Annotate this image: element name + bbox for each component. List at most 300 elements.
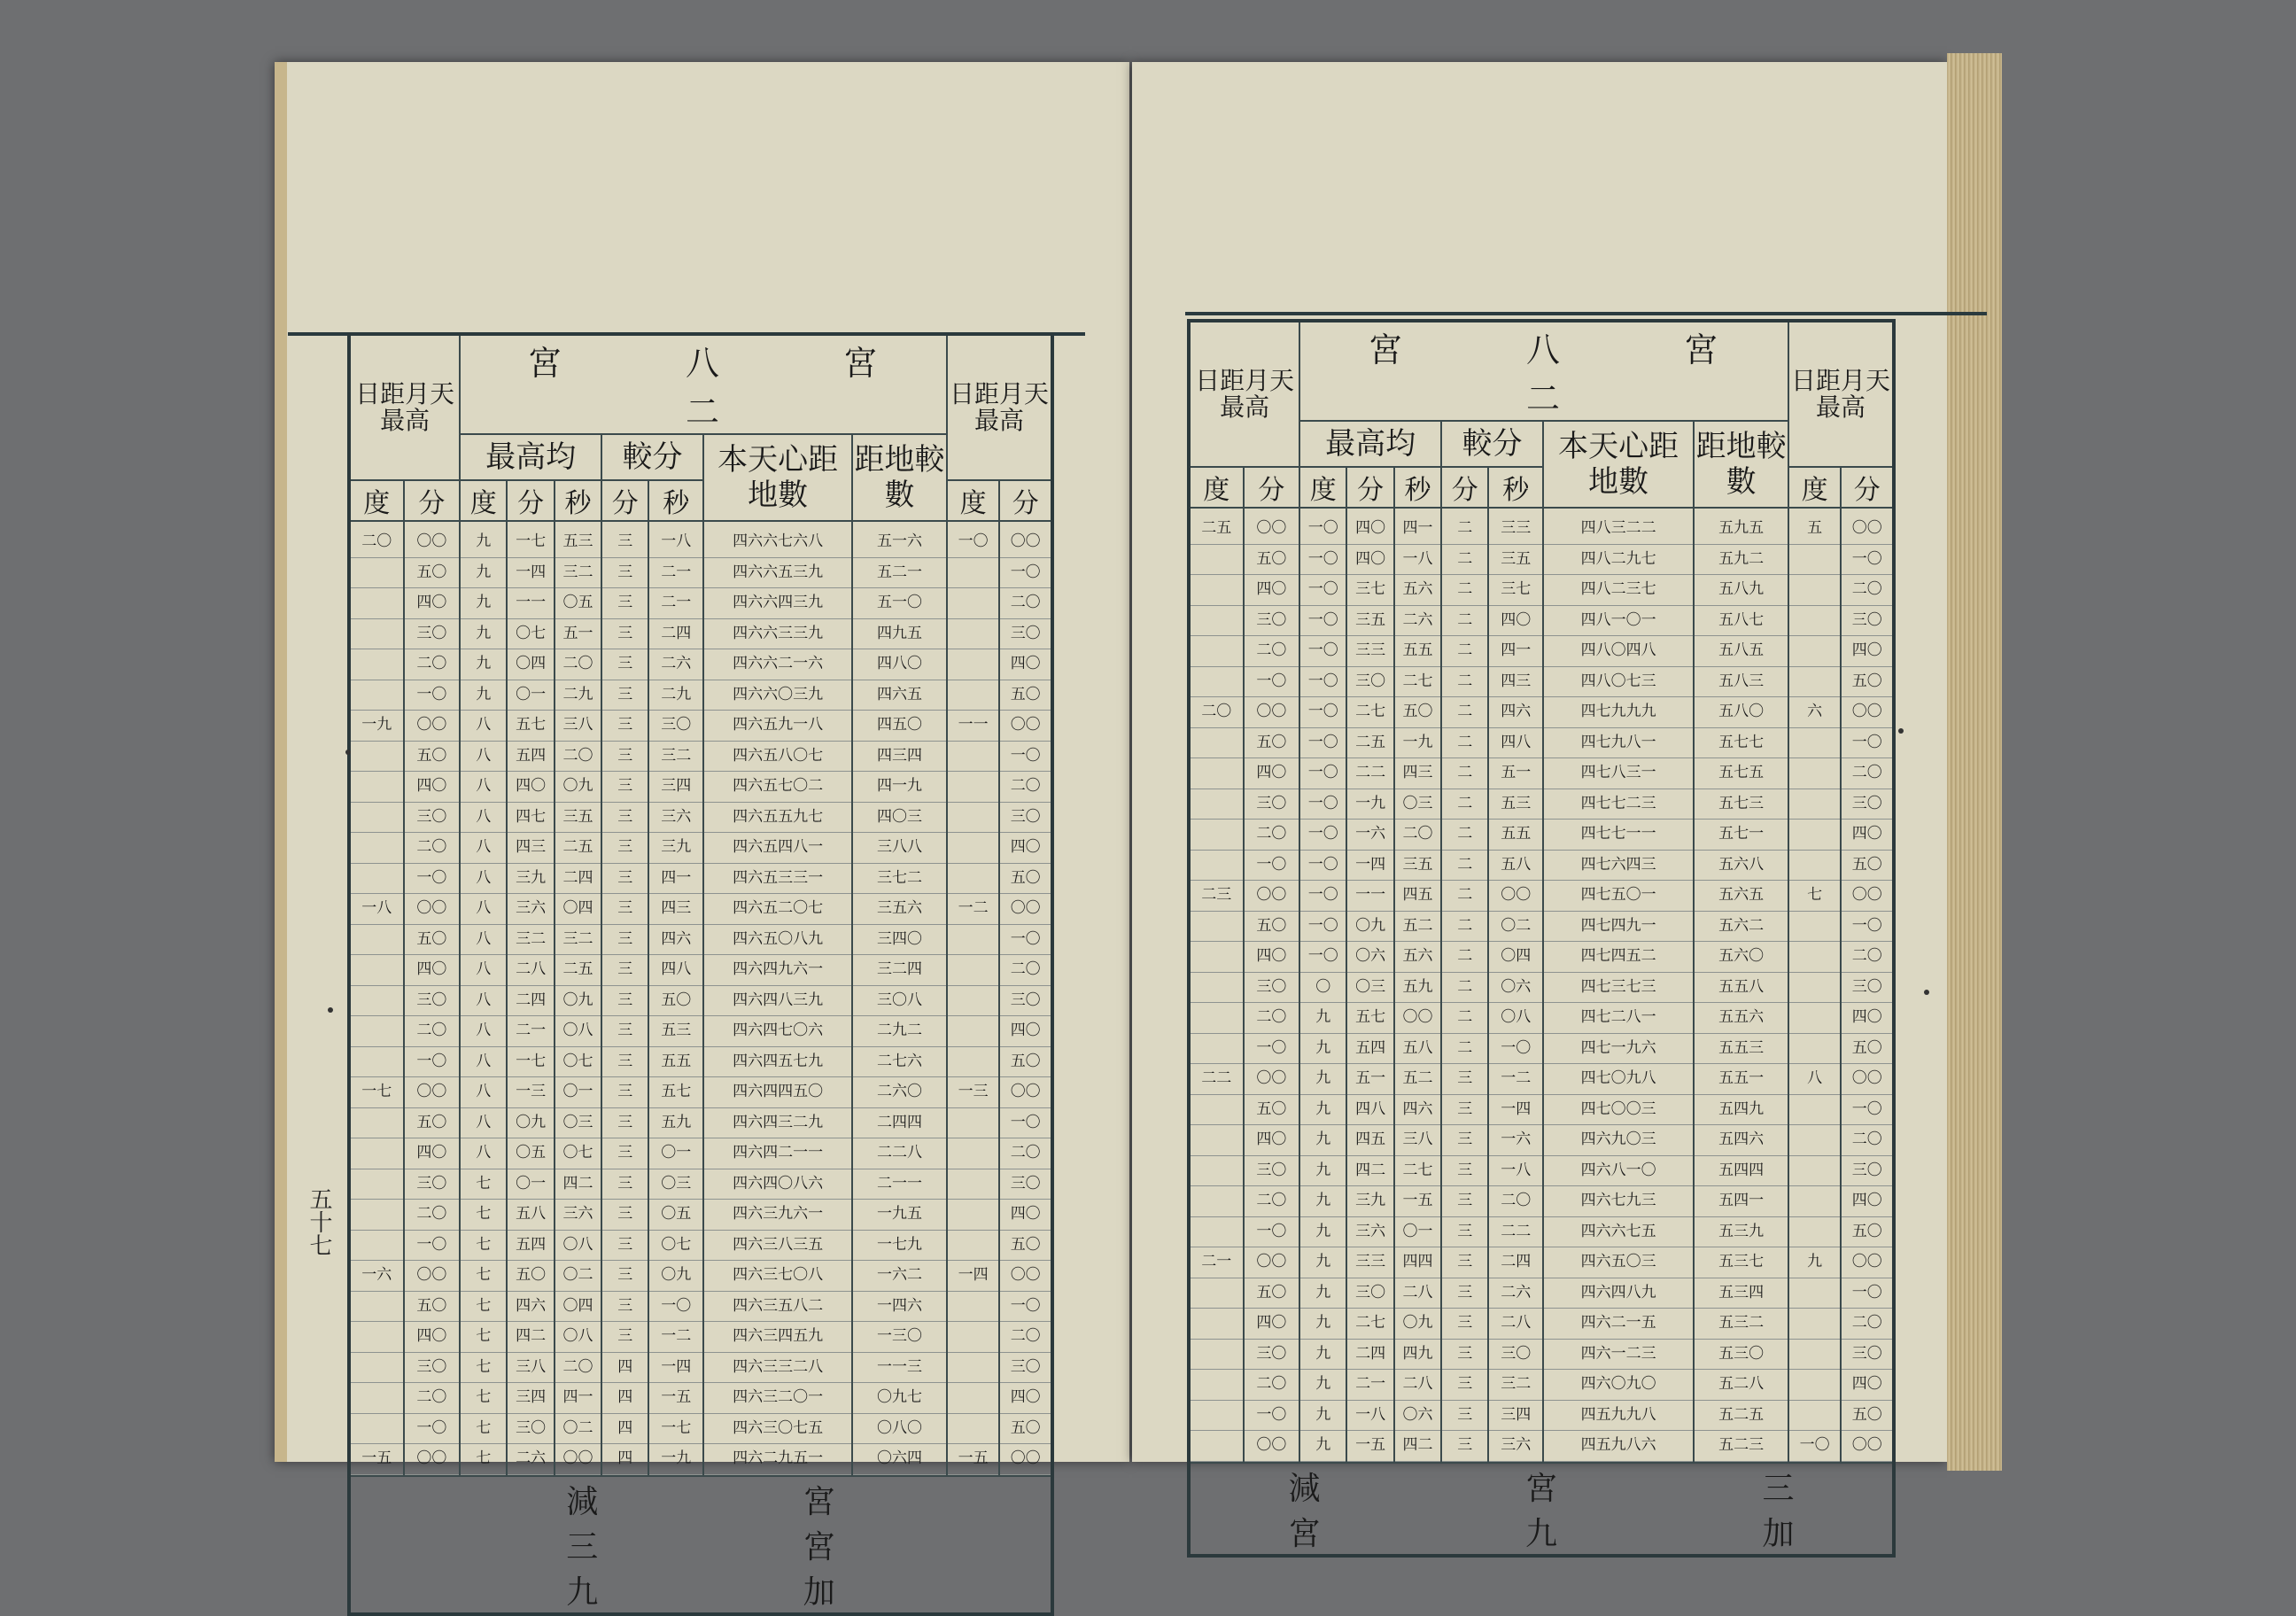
table-cell: 四〇 <box>1245 1125 1299 1156</box>
table-cell: 一七 <box>649 1414 702 1445</box>
table-cell: 〇〇 <box>1000 1077 1051 1108</box>
table-cell: 三二 <box>1489 1370 1542 1401</box>
table-cell: 〇〇 <box>1842 1431 1892 1462</box>
table-cell: 二 <box>1442 758 1487 789</box>
table-cell: 八 <box>461 1047 506 1078</box>
table-cell: 三 <box>602 527 648 558</box>
table-cell <box>948 1322 998 1353</box>
table-cell: 〇〇 <box>1000 527 1051 558</box>
table-cell: 一八 <box>649 527 702 558</box>
table-cell: 二二 <box>1347 758 1392 789</box>
table-cell: 三〇 <box>1842 606 1892 637</box>
table-cell: 〇八〇 <box>853 1414 946 1445</box>
table-cell: 五〇 <box>1842 667 1892 698</box>
table-cell: 八 <box>461 742 506 773</box>
table-cell: 三 <box>602 1138 648 1169</box>
table-cell: 四六〇九〇 <box>1544 1370 1693 1401</box>
table-cell: 四七一九六 <box>1544 1034 1693 1065</box>
table-cell: 一〇 <box>1300 606 1346 637</box>
table-cell: 四二 <box>508 1322 553 1353</box>
table-cell: 四六三七〇八 <box>704 1261 851 1292</box>
table-cell: 四七〇九八 <box>1544 1064 1693 1095</box>
table-cell: 五〇 <box>1000 1231 1051 1262</box>
table-cell: 二 <box>1442 912 1487 943</box>
table-cell: 一〇 <box>1300 942 1346 973</box>
table-cell: 一六二 <box>853 1261 946 1292</box>
table-cell <box>1191 789 1243 820</box>
table-cell: 九 <box>1300 1431 1346 1462</box>
table-cell: 四〇 <box>1842 820 1892 851</box>
table-cell: 一〇 <box>1300 881 1346 912</box>
table-cell <box>351 1292 403 1323</box>
table-cell: 八 <box>461 1016 506 1047</box>
table-cell: 二六 <box>649 649 702 680</box>
table-cell: 三七 <box>1489 575 1542 606</box>
table-cell: 四三 <box>1395 758 1440 789</box>
table-cell: 四六六七五 <box>1544 1217 1693 1248</box>
table-cell: 〇五 <box>649 1200 702 1231</box>
table-cell: 三 <box>602 803 648 834</box>
table-cell: 三〇 <box>405 803 460 834</box>
table-cell: 九 <box>1300 1370 1346 1401</box>
table-cell: 二〇 <box>1842 575 1892 606</box>
table-cell: 五〇 <box>405 742 460 773</box>
table-cell: 〇六 <box>1347 942 1392 973</box>
table-cell: 五〇 <box>649 986 702 1017</box>
table-cell: 三 <box>602 894 648 925</box>
table-cell: 二八 <box>1395 1278 1440 1309</box>
table-cell: 五五三 <box>1695 1034 1788 1065</box>
col-dist <box>1694 508 1788 1463</box>
table-cell: 二七 <box>1347 697 1392 728</box>
unit-sec: 秒 <box>1488 467 1543 508</box>
table-cell: 三七二 <box>853 864 946 895</box>
table-cell: 二七 <box>1347 1309 1392 1340</box>
table-cell <box>1789 820 1840 851</box>
table-cell: 三 <box>602 986 648 1017</box>
unit-deg: 度 <box>1189 467 1244 508</box>
table-cell: 五一 <box>1489 758 1542 789</box>
table-cell: 八 <box>461 1108 506 1139</box>
table-cell: 四四 <box>1395 1247 1440 1278</box>
table-cell: 二一一 <box>853 1169 946 1200</box>
table-cell: 〇一 <box>1395 1217 1440 1248</box>
table-cell: 一〇 <box>1300 820 1346 851</box>
table-cell: 三八 <box>508 1353 553 1384</box>
table-cell: 四六四二一一 <box>704 1138 851 1169</box>
table-cell: 五四 <box>1347 1034 1392 1065</box>
table-cell: 二〇 <box>1000 1138 1051 1169</box>
table-cell: 三 <box>602 558 648 589</box>
table-cell: 四五〇 <box>853 711 946 742</box>
table-cell: 四六一二三 <box>1544 1340 1693 1371</box>
table-cell: 一〇 <box>1300 758 1346 789</box>
table-cell: 二〇 <box>1489 1186 1542 1217</box>
table-cell: 二 <box>1442 942 1487 973</box>
table-cell: 三〇八 <box>853 986 946 1017</box>
unit-deg: 度 <box>1299 467 1346 508</box>
table-cell: 〇六 <box>1489 973 1542 1004</box>
table-cell: 一〇 <box>1842 1095 1892 1126</box>
table-cell: 一二 <box>948 894 998 925</box>
table-cell: 〇〇 <box>1489 881 1542 912</box>
table-cell: 四〇 <box>405 1138 460 1169</box>
table-cell: 五八五 <box>1695 636 1788 667</box>
table-cell <box>1789 1186 1840 1217</box>
table-cell: 二〇 <box>1842 942 1892 973</box>
table-cell: 五四一 <box>1695 1186 1788 1217</box>
table-cell <box>351 649 403 680</box>
table-cell: 八 <box>461 1138 506 1169</box>
table-cell: 〇二 <box>1489 912 1542 943</box>
table-cell <box>1789 1156 1840 1187</box>
table-cell: 四七六四三 <box>1544 851 1693 882</box>
table-cell: 五〇 <box>1245 912 1299 943</box>
table-cell: 四六五七〇二 <box>704 772 851 803</box>
right-page-title <box>1299 321 1788 421</box>
table-cell <box>948 1016 998 1047</box>
table-cell: 〇二 <box>555 1414 601 1445</box>
table-cell: 二 <box>1442 514 1487 545</box>
left-title-char-3: 宮 <box>843 344 880 383</box>
table-cell: 三 <box>602 1261 648 1292</box>
table-cell <box>1191 942 1243 973</box>
table-cell: 三五六 <box>853 894 946 925</box>
right-table <box>1187 319 1896 1558</box>
table-cell: 二九 <box>649 680 702 711</box>
table-cell <box>948 955 998 986</box>
right-top-rule <box>1185 312 1987 315</box>
table-cell: 一〇 <box>405 864 460 895</box>
table-cell: 五九五 <box>1695 514 1788 545</box>
table-cell: 〇九 <box>555 772 601 803</box>
table-cell: 二六〇 <box>853 1077 946 1108</box>
table-cell: 〇〇 <box>1245 1064 1299 1095</box>
table-cell: 三 <box>1442 1064 1487 1095</box>
table-cell: 三八 <box>1395 1125 1440 1156</box>
table-cell: 四〇 <box>1000 833 1051 864</box>
table-cell: 四一 <box>1395 514 1440 545</box>
table-cell: 四五九八六 <box>1544 1431 1693 1462</box>
table-cell: 一七九 <box>853 1231 946 1262</box>
table-cell: 三 <box>1442 1431 1487 1462</box>
table-cell: 三 <box>1442 1186 1487 1217</box>
table-cell: 三 <box>602 1169 648 1200</box>
margin-dot <box>1924 990 1929 995</box>
unit-min: 分 <box>404 480 461 521</box>
diff-header: 較分 <box>601 434 703 480</box>
table-cell: 二九 <box>555 680 601 711</box>
table-cell: 八 <box>461 864 506 895</box>
table-cell: 二〇 <box>1000 955 1051 986</box>
table-cell: 四八二九七 <box>1544 545 1693 576</box>
table-cell: 一一 <box>948 711 998 742</box>
table-cell: 八 <box>461 894 506 925</box>
col-max-deg <box>1299 508 1346 1463</box>
table-cell: 〇七 <box>555 1138 601 1169</box>
unit-min: 分 <box>507 480 554 521</box>
table-cell: 一〇 <box>1245 667 1299 698</box>
table-cell: 五〇 <box>1245 728 1299 759</box>
table-cell: 四〇 <box>405 772 460 803</box>
table-cell: 四七七一一 <box>1544 820 1693 851</box>
table-cell: 五九二 <box>1695 545 1788 576</box>
table-cell: 一〇 <box>1000 925 1051 956</box>
left-foot-char-3: 三 <box>566 1528 599 1566</box>
table-cell <box>1191 1156 1243 1187</box>
center-header: 本天心距地數 <box>703 434 852 521</box>
col-deg <box>349 521 404 1476</box>
table-cell: 三 <box>1442 1247 1487 1278</box>
table-cell: 九 <box>1300 1309 1346 1340</box>
table-cell: 四七 <box>508 803 553 834</box>
table-cell: 二二 <box>1489 1217 1542 1248</box>
table-cell: 四七九九九 <box>1544 697 1693 728</box>
table-cell: 五〇 <box>1000 1047 1051 1078</box>
table-cell: 四七四九一 <box>1544 912 1693 943</box>
table-cell <box>948 619 998 650</box>
table-cell: 〇三 <box>1395 789 1440 820</box>
table-cell: 四八 <box>1347 1095 1392 1126</box>
table-cell: 六 <box>1789 697 1840 728</box>
table-cell: 四 <box>602 1414 648 1445</box>
table-cell: 五七 <box>649 1077 702 1108</box>
table-cell: 〇九 <box>1347 912 1392 943</box>
table-cell: 四六五〇八九 <box>704 925 851 956</box>
table-cell: 四六 <box>649 925 702 956</box>
table-cell: 四二 <box>555 1169 601 1200</box>
table-cell: 五〇 <box>1245 545 1299 576</box>
table-cell: 二 <box>1442 606 1487 637</box>
table-cell: 〇〇 <box>405 527 460 558</box>
table-cell: 〇一 <box>508 1169 553 1200</box>
table-cell: 一八 <box>351 894 403 925</box>
table-cell: 四六五〇三 <box>1544 1247 1693 1278</box>
table-cell: 七 <box>461 1353 506 1384</box>
table-cell: 一九 <box>649 1444 702 1475</box>
table-cell: 五二一 <box>853 558 946 589</box>
table-cell: 三 <box>1442 1309 1487 1340</box>
table-cell: 五四 <box>508 1231 553 1262</box>
table-cell: 二八 <box>508 955 553 986</box>
table-cell: 三 <box>602 619 648 650</box>
unit-min: 分 <box>1841 467 1894 508</box>
table-cell: 五六五 <box>1695 881 1788 912</box>
table-cell: 〇〇 <box>555 1444 601 1475</box>
table-cell: 四五 <box>1395 881 1440 912</box>
table-cell: 四〇三 <box>853 803 946 834</box>
table-cell: 五一 <box>555 619 601 650</box>
table-cell: 四六五八〇七 <box>704 742 851 773</box>
table-cell: 四六 <box>508 1292 553 1323</box>
table-cell: 三 <box>602 1108 648 1139</box>
table-cell: 二七 <box>1395 667 1440 698</box>
table-cell: 五二八 <box>1695 1370 1788 1401</box>
table-cell: 五二五 <box>1695 1401 1788 1432</box>
table-cell: 三八 <box>555 711 601 742</box>
table-cell: 二五 <box>1347 728 1392 759</box>
table-cell <box>351 680 403 711</box>
table-cell: 三〇 <box>1842 789 1892 820</box>
table-cell <box>351 742 403 773</box>
table-cell <box>1789 1278 1840 1309</box>
table-cell: 二四四 <box>853 1108 946 1139</box>
table-cell: 三二 <box>555 558 601 589</box>
table-cell: 一五 <box>1347 1431 1392 1462</box>
table-cell: 三 <box>1442 1217 1487 1248</box>
table-cell <box>948 742 998 773</box>
table-cell: 三六 <box>1347 1217 1392 1248</box>
table-cell: 三〇 <box>1245 789 1299 820</box>
table-cell: 四六六二一六 <box>704 649 851 680</box>
table-cell <box>1191 575 1243 606</box>
table-cell: 四〇 <box>405 1322 460 1353</box>
right-arg-header: 日距月天最高 <box>1788 321 1894 467</box>
table-cell: 三〇 <box>1000 803 1051 834</box>
margin-dot <box>345 750 351 755</box>
table-cell: 五二 <box>1395 1064 1440 1095</box>
col-right-min <box>999 521 1052 1476</box>
table-cell: 二〇 <box>1395 820 1440 851</box>
table-cell <box>948 1414 998 1445</box>
table-cell: 五七一 <box>1695 820 1788 851</box>
table-cell: 一〇 <box>405 1047 460 1078</box>
table-cell: 三〇 <box>1245 973 1299 1004</box>
table-cell: 三 <box>602 864 648 895</box>
table-cell: 〇七 <box>555 1047 601 1078</box>
right-title-char-4: 二 <box>1526 379 1563 418</box>
table-cell: 三 <box>1442 1095 1487 1126</box>
table-cell: 二 <box>1442 789 1487 820</box>
table-cell <box>1789 758 1840 789</box>
table-cell: 三〇 <box>1000 619 1051 650</box>
table-cell: 三二 <box>508 925 553 956</box>
table-cell <box>1789 575 1840 606</box>
table-cell: 八 <box>461 772 506 803</box>
table-cell: 二一 <box>1191 1247 1243 1278</box>
left-title-char-1: 宮 <box>527 344 563 383</box>
table-cell: 一四 <box>948 1261 998 1292</box>
table-cell <box>1789 1034 1840 1065</box>
table-cell: 二六 <box>1395 606 1440 637</box>
table-cell: 四〇 <box>1245 758 1299 789</box>
table-cell: 四六六七六八 <box>704 527 851 558</box>
table-cell: 二〇 <box>1842 1309 1892 1340</box>
table-cell: 一三 <box>508 1077 553 1108</box>
table-cell: 〇八 <box>555 1016 601 1047</box>
table-cell <box>1789 1125 1840 1156</box>
table-cell: 〇〇 <box>1395 1003 1440 1034</box>
table-cell: 四六五三三一 <box>704 864 851 895</box>
col-max-sec <box>1394 508 1441 1463</box>
table-cell: 三〇 <box>1842 1340 1892 1371</box>
table-cell <box>1789 728 1840 759</box>
unit-min: 分 <box>1244 467 1300 508</box>
table-cell: 五七 <box>508 711 553 742</box>
table-cell: 三九 <box>649 833 702 864</box>
table-cell: 九 <box>1300 1034 1346 1065</box>
table-cell: 九 <box>1300 1401 1346 1432</box>
table-cell <box>1191 545 1243 576</box>
table-cell: 三〇 <box>1347 667 1392 698</box>
table-cell: 一四 <box>508 558 553 589</box>
table-cell: 四〇 <box>1489 606 1542 637</box>
table-cell: 〇五 <box>555 588 601 619</box>
table-cell: 二四 <box>1347 1340 1392 1371</box>
table-cell: 一四 <box>1489 1095 1542 1126</box>
table-cell <box>351 1047 403 1078</box>
table-cell: 八 <box>461 955 506 986</box>
table-cell: 五三 <box>649 1016 702 1047</box>
table-cell: 四七四五二 <box>1544 942 1693 973</box>
table-cell: 一〇 <box>1000 742 1051 773</box>
col-max-min <box>1346 508 1393 1463</box>
table-cell: 四八〇七三 <box>1544 667 1693 698</box>
table-cell: 〇七 <box>508 619 553 650</box>
table-cell: 一二 <box>1489 1064 1542 1095</box>
unit-sec: 秒 <box>1394 467 1441 508</box>
left-title-char-2: 八 <box>686 344 722 383</box>
table-cell: 四六五二〇七 <box>704 894 851 925</box>
col-min <box>404 521 461 1476</box>
table-cell: 四〇 <box>1245 942 1299 973</box>
table-cell: 〇三 <box>1347 973 1392 1004</box>
table-cell: 九 <box>1300 1095 1346 1126</box>
right-title-char-3: 宮 <box>1684 330 1720 369</box>
left-foot-char-4: 宮 <box>803 1528 835 1566</box>
table-cell: 一四六 <box>853 1292 946 1323</box>
table-cell: 二〇 <box>1000 588 1051 619</box>
table-cell <box>948 772 998 803</box>
table-cell: 三〇 <box>405 1353 460 1384</box>
table-cell <box>351 1200 403 1231</box>
table-cell: 五三四 <box>1695 1278 1788 1309</box>
table-cell <box>351 1108 403 1139</box>
table-cell: 八 <box>461 925 506 956</box>
table-cell: 五六二 <box>1695 912 1788 943</box>
table-cell: 〇九 <box>649 1261 702 1292</box>
left-foot-char-5: 九 <box>566 1573 599 1611</box>
col-max-min <box>507 521 554 1476</box>
table-cell: 二 <box>1442 575 1487 606</box>
table-cell: 四六二九五一 <box>704 1444 851 1475</box>
table-cell: 九 <box>1300 1278 1346 1309</box>
table-cell: 五七 <box>1347 1003 1392 1034</box>
table-cell: 八 <box>461 803 506 834</box>
table-cell: 五二三 <box>1695 1431 1788 1462</box>
table-cell: 七 <box>1789 881 1840 912</box>
table-cell: 三三 <box>1489 514 1542 545</box>
table-cell: 五五 <box>649 1047 702 1078</box>
table-cell: 三三 <box>1347 1247 1392 1278</box>
table-cell: 二〇 <box>405 1200 460 1231</box>
table-cell: 五〇 <box>405 925 460 956</box>
col-deg <box>1189 508 1244 1463</box>
table-cell: 一一 <box>508 588 553 619</box>
table-cell: 四〇 <box>1000 1016 1051 1047</box>
table-cell <box>948 1292 998 1323</box>
table-cell <box>1191 973 1243 1004</box>
table-cell: 五〇 <box>1842 1034 1892 1065</box>
table-cell: 八 <box>461 711 506 742</box>
table-cell: 四三四 <box>853 742 946 773</box>
table-cell: 三〇 <box>1347 1278 1392 1309</box>
table-cell: 四六四〇八六 <box>704 1169 851 1200</box>
table-cell <box>1789 789 1840 820</box>
table-cell: 四五 <box>1347 1125 1392 1156</box>
table-cell: 四六五九一八 <box>704 711 851 742</box>
table-cell <box>351 833 403 864</box>
